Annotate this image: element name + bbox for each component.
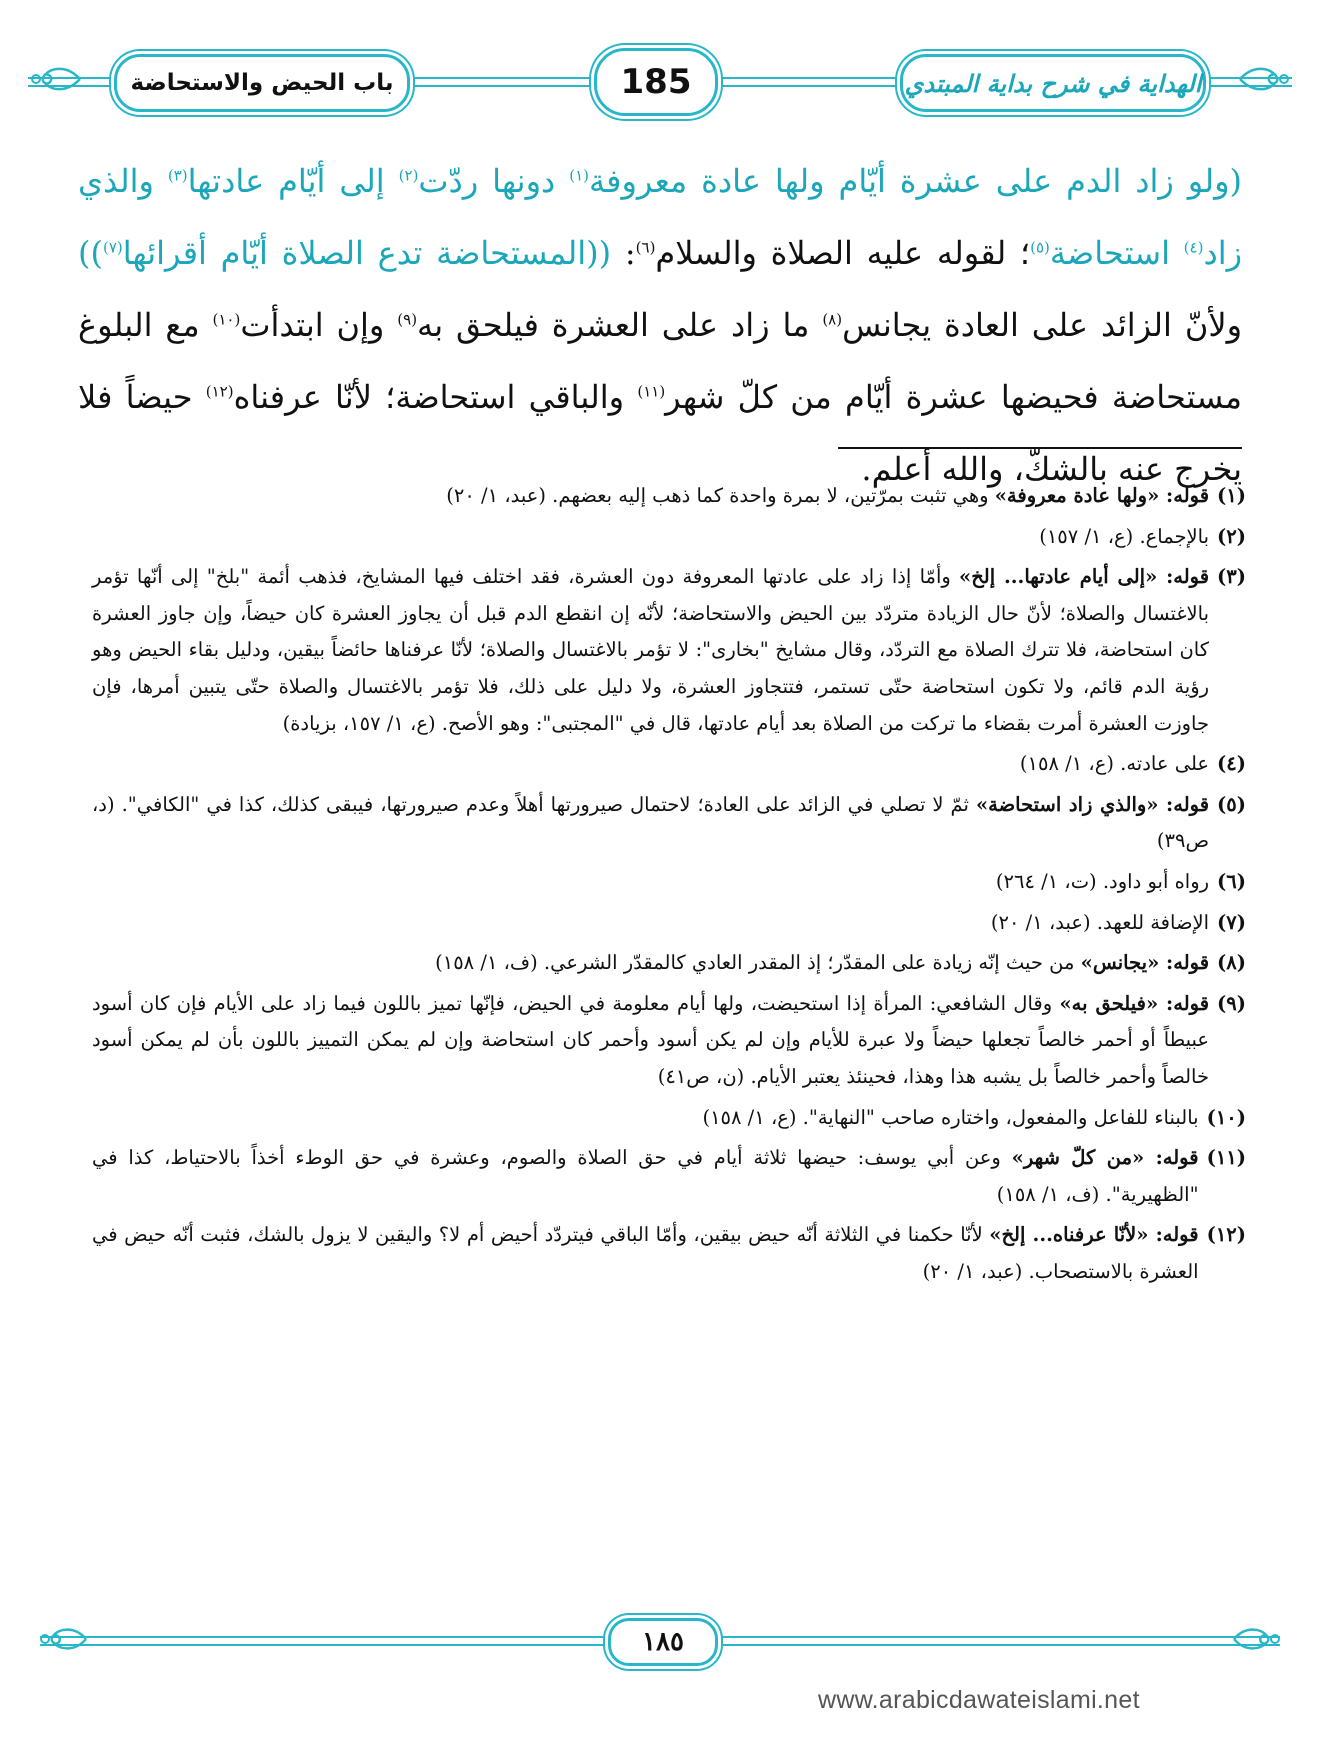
footnote-item bbox=[92, 787, 1246, 860]
page-header bbox=[28, 32, 1292, 122]
sharh-span: ولأنّ الزائد على العادة يجانس bbox=[842, 306, 1243, 344]
footnote-number: (٨) bbox=[1217, 951, 1246, 975]
footnote-number: (٢) bbox=[1217, 524, 1246, 548]
book-title: الهداية في شرح بداية المبتدي bbox=[904, 68, 1202, 98]
footnote-text: الإضافة للعهد. (عبد، ١/ ٢٠) bbox=[990, 910, 1210, 934]
main-text bbox=[78, 145, 1242, 505]
footnote-lead: قوله: «إلى أيام عادتها... إلخ» bbox=[959, 565, 1210, 589]
footnote-text: وهي تثبت بمرّتين، لا بمرة واحدة كما ذهب إليه بعضهم. (عبد، ١/ ٢٠) bbox=[446, 484, 995, 507]
footnote-ref: (٤) bbox=[1183, 238, 1204, 257]
footnote-lead: قوله: «لأنّا عرفناه... إلخ» bbox=[989, 1223, 1199, 1247]
footnote-item bbox=[92, 864, 1246, 901]
footnote-ref: (٥) bbox=[1030, 238, 1050, 257]
sharh-span: حيضاً فلا يخرج عنه بالشكّ، والله أعلم. bbox=[78, 378, 1242, 488]
footnote-number: (٥) bbox=[1217, 792, 1246, 816]
footnote-body bbox=[92, 945, 1209, 982]
footnote-text: رواه أبو داود. (ت، ١/ ٢٦٤) bbox=[995, 869, 1210, 893]
matn-span: دونها ردّت bbox=[418, 162, 570, 200]
main-paragraph bbox=[78, 145, 1242, 505]
footnote-number: (٧) bbox=[1217, 910, 1246, 934]
footer-page-plaque bbox=[608, 1618, 718, 1666]
website-url[interactable]: www.arabicdawateislami.net bbox=[818, 1686, 1140, 1714]
footer-right-ornament-icon bbox=[1232, 1624, 1280, 1654]
footnote-number: (١٢) bbox=[1206, 1223, 1246, 1247]
footnote-text: وقال الشافعي: المرأة إذا استحيضت، ولها أيام معلومة في الحيض، فإنّها تميز باللون فيما زاد على الأيام فإن كان أسود عبيطاً أو أحمر خالصاً تجعلها حيضاً ولا عبرة للأيام وإن لم يكن أسود وأحمر كان استحاضة وإن لم يمكن التمييز باللون بأن لم يمكن أسود خالصاً وأحمر خالصاً بل يشبه هذا وهذا، فحينئذ يعتبر الأيام. (ن، ص٤١) bbox=[92, 991, 1210, 1088]
footnote-lead: قوله: «ولها عادة معروفة» bbox=[994, 484, 1210, 507]
page-number: 185 bbox=[620, 62, 692, 102]
footnote-item bbox=[92, 945, 1246, 982]
footnote-item bbox=[92, 478, 1246, 515]
footnote-item bbox=[92, 1140, 1246, 1213]
footnote-ref: (١٠) bbox=[212, 310, 241, 329]
footnote-text: وعن أبي يوسف: حيضها ثلاثة أيام في حق الصلاة والصوم، وعشرة في حق الوطء أخذاً بالاحتياط، كذا في "الظهيرية". (ف، ١/ ١٥٨) bbox=[92, 1146, 1199, 1206]
footnote-item bbox=[92, 905, 1246, 942]
header-left-ornament-icon bbox=[30, 62, 82, 96]
footnote-number: (٦) bbox=[1217, 869, 1246, 893]
sharh-span: ؛ لقوله عليه الصلاة والسلام bbox=[655, 234, 1031, 272]
footnote-number: (١١) bbox=[1206, 1146, 1246, 1170]
footnote-number: (١) bbox=[1217, 484, 1246, 507]
footnote-number: (٩) bbox=[1217, 991, 1246, 1015]
footnote-divider bbox=[838, 447, 1242, 449]
footnote-body bbox=[92, 746, 1209, 783]
footnote-item bbox=[92, 1100, 1246, 1137]
footnote-text: من حيث إنّه زيادة على المقدّر؛ إذ المقدر العادي كالمقدّر الشرعي. (ف، ١/ ١٥٨) bbox=[435, 951, 1081, 975]
chapter-title-plaque bbox=[114, 54, 410, 112]
footnotes bbox=[92, 478, 1246, 1294]
footnote-body bbox=[92, 787, 1209, 860]
footnote-ref: (١) bbox=[569, 166, 590, 185]
footnote-item bbox=[92, 519, 1246, 556]
sharh-span: والباقي استحاضة؛ لأنّا عرفناه bbox=[233, 378, 638, 416]
chapter-title: باب الحيض والاستحاضة bbox=[130, 70, 394, 96]
footnote-text: ثمّ لا تصلي في الزائد على العادة؛ لاحتمال صيرورتها أهلاً وعدم صيرورتها، فيبقى كذلك، كذا في "الكافي". (د، ص٣٩) bbox=[92, 792, 1210, 853]
footnote-item bbox=[92, 986, 1246, 1096]
sharh-span: ما زاد على العشرة فيلحق به bbox=[417, 306, 823, 344]
footnote-body bbox=[92, 478, 1209, 515]
footnote-item bbox=[92, 1217, 1246, 1290]
footnote-ref: (٧) bbox=[102, 238, 123, 257]
hadith-span: )) bbox=[78, 234, 103, 272]
matn-span: (ولو زاد الدم على عشرة أيّام ولها عادة معروفة bbox=[589, 162, 1243, 200]
footnote-item bbox=[92, 746, 1246, 783]
footnote-body bbox=[92, 905, 1209, 942]
footnote-number: (١٠) bbox=[1206, 1105, 1246, 1129]
footnote-text: وأمّا إذا زاد على عادتها المعروفة دون العشرة، فقد اختلف فيها المشايخ، فذهب أئمة "بلخ" إلى أنّها تؤمر بالاغتسال والصلاة؛ لأنّ حال الزيادة متردّد بين الحيض والاستحاضة؛ لأنّه إن انقطع الدم قبل أن يجاوز العشرة كان حيضاً، وإن جاوز العشرة كان استحاضة، فلا تترك الصلاة مع التردّد، وقال مشايخ "بخارى": لا تؤمر بالاغتسال والصلاة؛ لأنّا عرفناها حائضاً بيقين، ودليل بقاء الحيض وهو رؤية الدم قائم، ولا تكون استحاضة حتّى تستمر، فتتجاوز العشرة، ولا دليل على ذلك، فلا تؤمر بالاغتسال والصلاة حتّى يتبين أمرها، فإن جاوزت العشرة أمرت بقضاء ما تركت من الصلاة بعد أيام عادتها، قال في "المجتبى": وهو الأصح. (ع، ١/ ١٥٧، بزيادة) bbox=[92, 565, 1210, 735]
footnote-text: بالبناء للفاعل والمفعول، واختاره صاحب "النهاية". (ع، ١/ ١٥٨) bbox=[702, 1105, 1199, 1129]
footnote-lead: قوله: «من كلّ شهر» bbox=[1011, 1146, 1199, 1170]
footer-left-ornament-icon bbox=[40, 1624, 88, 1654]
sharh-span: : bbox=[611, 234, 636, 272]
footnote-body bbox=[92, 1100, 1199, 1137]
footnote-ref: (٩) bbox=[397, 310, 418, 329]
footnote-number: (٣) bbox=[1217, 565, 1246, 589]
footnote-ref: (١٢) bbox=[205, 382, 234, 401]
footnote-lead: قوله: «فيلحق به» bbox=[1059, 991, 1210, 1015]
header-right-ornament-icon bbox=[1238, 62, 1290, 96]
page-footer bbox=[40, 1612, 1280, 1672]
footnote-text: بالإجماع. (ع، ١/ ١٥٧) bbox=[1039, 524, 1210, 548]
footnote-ref: (٨) bbox=[822, 310, 843, 329]
footnote-body bbox=[92, 864, 1209, 901]
footnote-lead: قوله: «والذي زاد استحاضة» bbox=[975, 792, 1210, 816]
book-title-plaque bbox=[900, 54, 1206, 112]
footnote-text: لأنّا حكمنا في الثلاثة أنّه حيض بيقين، وأمّا الباقي فيتردّد أحيض أم لا؟ واليقين لا يزول بالشك، فثبت أنّه حيض في العشرة بالاستصحاب. (عبد، ١/ ٢٠) bbox=[92, 1223, 1199, 1283]
footnote-ref: (٣) bbox=[167, 166, 188, 185]
footnote-lead: قوله: «يجانس» bbox=[1080, 951, 1210, 975]
footnote-text: على عادته. (ع، ١/ ١٥٨) bbox=[1019, 752, 1210, 776]
sharh-span: مع البلوغ مستحاضة فحيضها عشرة أيّام من كلّ شهر bbox=[78, 306, 1243, 416]
sharh-span: وإن ابتدأت bbox=[240, 306, 398, 344]
footnote-body bbox=[92, 1140, 1199, 1213]
matn-span: استحاضة bbox=[1049, 234, 1184, 272]
footnote-number: (٤) bbox=[1217, 752, 1246, 776]
matn-span: إلى أيّام عادتها bbox=[187, 162, 399, 200]
hadith-span: ((المستحاضة تدع الصلاة أيّام أقرائها bbox=[122, 234, 612, 272]
page-number-plaque bbox=[594, 48, 718, 116]
footnote-item bbox=[92, 559, 1246, 742]
footer-page-number: ١٨٥ bbox=[642, 1627, 684, 1657]
footnote-body bbox=[92, 559, 1209, 742]
footnote-ref: (١١) bbox=[637, 382, 666, 401]
footnote-ref: (٦) bbox=[635, 238, 656, 257]
matn-span: والذي زاد bbox=[78, 162, 1243, 272]
footnote-ref: (٢) bbox=[398, 166, 419, 185]
footnote-body bbox=[92, 986, 1209, 1096]
footnote-body bbox=[92, 519, 1209, 556]
footnote-body bbox=[92, 1217, 1199, 1290]
